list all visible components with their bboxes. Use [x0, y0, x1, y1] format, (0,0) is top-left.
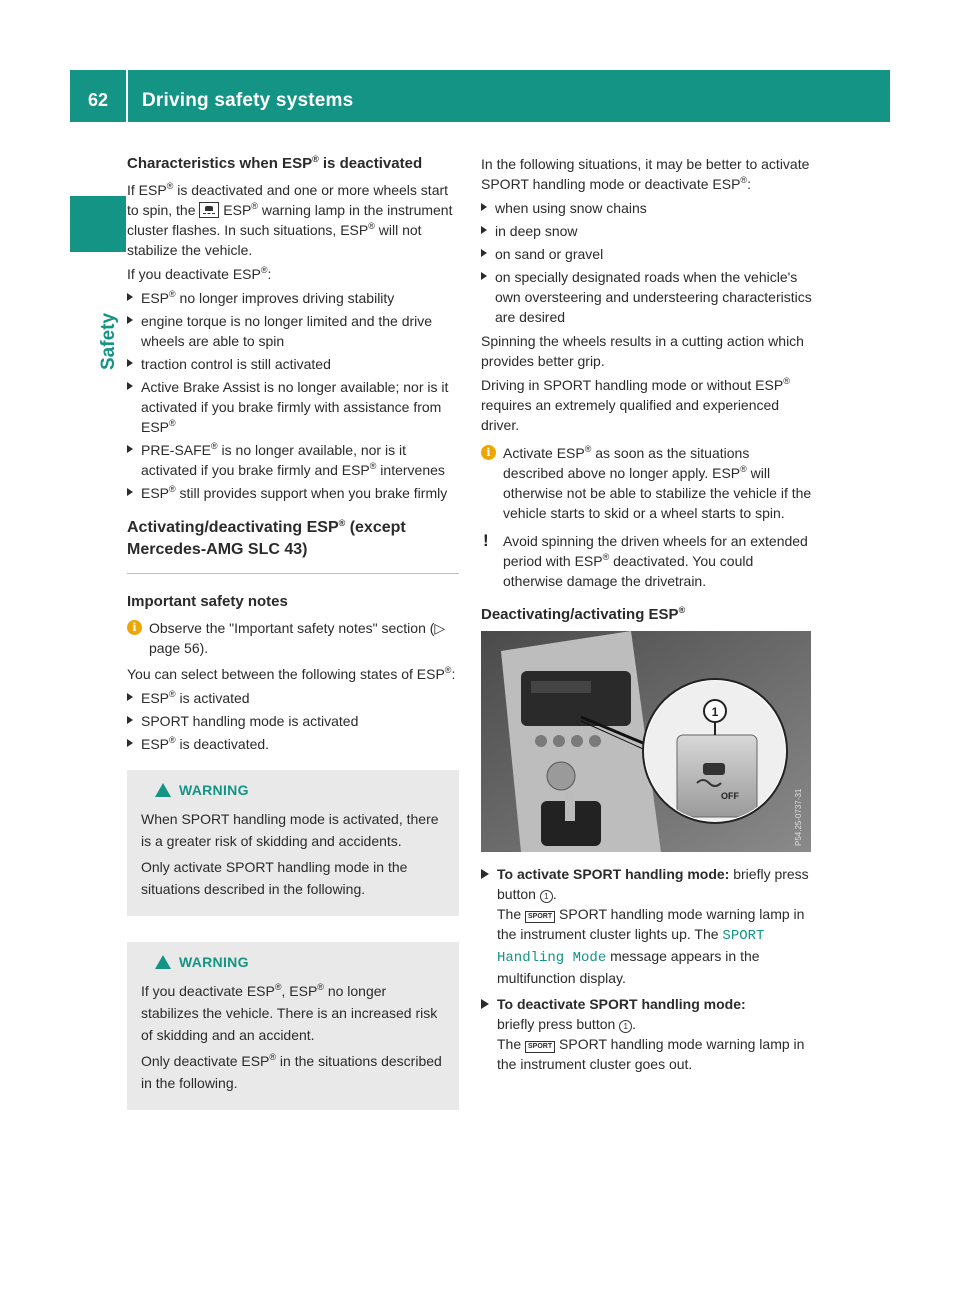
heading-important-safety-notes: Important safety notes: [127, 593, 288, 610]
warning-text: When SPORT handling mode is activated, there is a greater risk of skidding and accidents.: [141, 811, 439, 849]
list-item: on specially designated roads when the vehicle's own oversteering and understeering characteristics are desired: [481, 267, 813, 327]
button-number-icon: 1: [619, 1020, 632, 1033]
page-number: 62: [87, 90, 109, 110]
left-column: [127, 154, 459, 1110]
warning-heading: WARNING: [155, 952, 447, 972]
esp-warning-lamp-icon: [199, 202, 219, 218]
list-item: PRE-SAFE® is no longer available, nor is it activated if you brake firmly and ESP® intervenes: [127, 440, 459, 480]
warning-heading: WARNING: [155, 780, 447, 800]
warning-triangle-icon: [155, 783, 171, 797]
list-item: SPORT handling mode is activated: [127, 711, 459, 731]
step-activate-sport: To activate SPORT handling mode: briefly press button 1 . The SPORT SPORT handling mode warning lamp in the instrument cluster lights up. The SPORT Handling Mode message appears in the multifunction display.: [481, 864, 813, 988]
warning-box-sport: [127, 770, 459, 916]
esp-states-list: [127, 688, 459, 754]
list-item: ESP® is deactivated.: [127, 734, 459, 754]
off-label: OFF: [721, 791, 739, 801]
side-tab-label: Safety: [98, 312, 119, 370]
warning-triangle-icon: [155, 955, 171, 969]
header-bar: [70, 70, 890, 122]
list-item: traction control is still activated: [127, 354, 459, 374]
button-number-icon: 1: [540, 890, 553, 903]
warning-text: Only activate SPORT handling mode in the situations described in the following.: [141, 859, 408, 897]
deactivation-effects-list: [127, 288, 459, 503]
paragraph-qualified-driver: Driving in SPORT handling mode or without ESP® requires an extremely qualified and experienced driver.: [481, 376, 790, 433]
header-divider: [126, 70, 128, 122]
sport-lamp-icon: SPORT: [525, 911, 555, 923]
callout-number-label: 1: [711, 705, 719, 719]
heading-deactivating-activating: Deactivating/activating ESP®: [481, 605, 686, 623]
info-note-activate: i Activate ESP® as soon as the situations described above no longer apply. ESP® will otherwise not be able to stabilize the vehicle if the vehicle starts to skid or a wheel starts to spin.: [481, 443, 813, 523]
paragraph-states: You can select between the following states of ESP®:: [127, 665, 456, 682]
info-icon: i: [127, 620, 142, 635]
heading-activating-deactivating: Activating/deactivating ESP® (except Mercedes-AMG SLC 43): [127, 517, 459, 574]
caution-note: ! Avoid spinning the driven wheels for an extended period with ESP® deactivated. You could otherwise damage the drivetrain.: [483, 531, 808, 589]
side-tab: [70, 122, 126, 370]
list-item: ESP® no longer improves driving stability: [127, 288, 459, 308]
info-note-safety: i Observe the "Important safety notes" section (▷ page 56).: [127, 618, 459, 658]
paragraph-situations: In the following situations, it may be better to activate SPORT handling mode or deactivate ESP®:: [481, 156, 810, 192]
image-code: P54.25-0737-31: [794, 788, 803, 846]
sport-lamp-icon: SPORT: [525, 1041, 555, 1053]
list-item: ESP® is activated: [127, 688, 459, 708]
list-item: ESP® still provides support when you brake firmly: [127, 483, 459, 503]
caution-icon: !: [483, 531, 489, 550]
info-icon: i: [481, 445, 496, 460]
step-deactivate-sport: To deactivate SPORT handling mode: briefly press button 1 . The SPORT SPORT handling mode warning lamp in the instrument cluster goes out.: [481, 994, 813, 1074]
center-console-photo: [481, 631, 811, 852]
list-item: in deep snow: [481, 221, 813, 241]
situations-list: [481, 198, 813, 327]
right-column: [481, 154, 813, 1078]
list-item: when using snow chains: [481, 198, 813, 218]
display-message: SPORT Handling Mode: [497, 928, 765, 966]
side-tab-marker: [70, 196, 126, 252]
center-console-illustration: [481, 631, 811, 852]
heading-characteristics: Characteristics when ESP® is deactivated: [127, 154, 423, 172]
warning-box-deactivate: [127, 942, 459, 1110]
list-item: engine torque is no longer limited and the drive wheels are able to spin: [127, 311, 459, 351]
warning-text: If you deactivate ESP®, ESP® no longer stabilizes the vehicle. There is an increased risk of skidding and an accident.: [141, 982, 438, 1043]
warning-text: Only deactivate ESP® in the situations described in the following.: [141, 1052, 442, 1091]
list-item: on sand or gravel: [481, 244, 813, 264]
chapter-title: Driving safety systems: [142, 90, 354, 111]
paragraph-esp-deactivated: If ESP® is deactivated and one or more wheels start to spin, the ESP® warning lamp in the instrument cluster flashes. In such situations, ESP® will not stabilize the vehicle.: [127, 181, 453, 258]
paragraph-grip: Spinning the wheels results in a cutting action which provides better grip.: [481, 333, 804, 369]
paragraph-if-deactivate: If you deactivate ESP®:: [127, 265, 272, 282]
list-item: Active Brake Assist is no longer available; nor is it activated if you brake firmly with assistance from ESP®: [127, 377, 459, 437]
